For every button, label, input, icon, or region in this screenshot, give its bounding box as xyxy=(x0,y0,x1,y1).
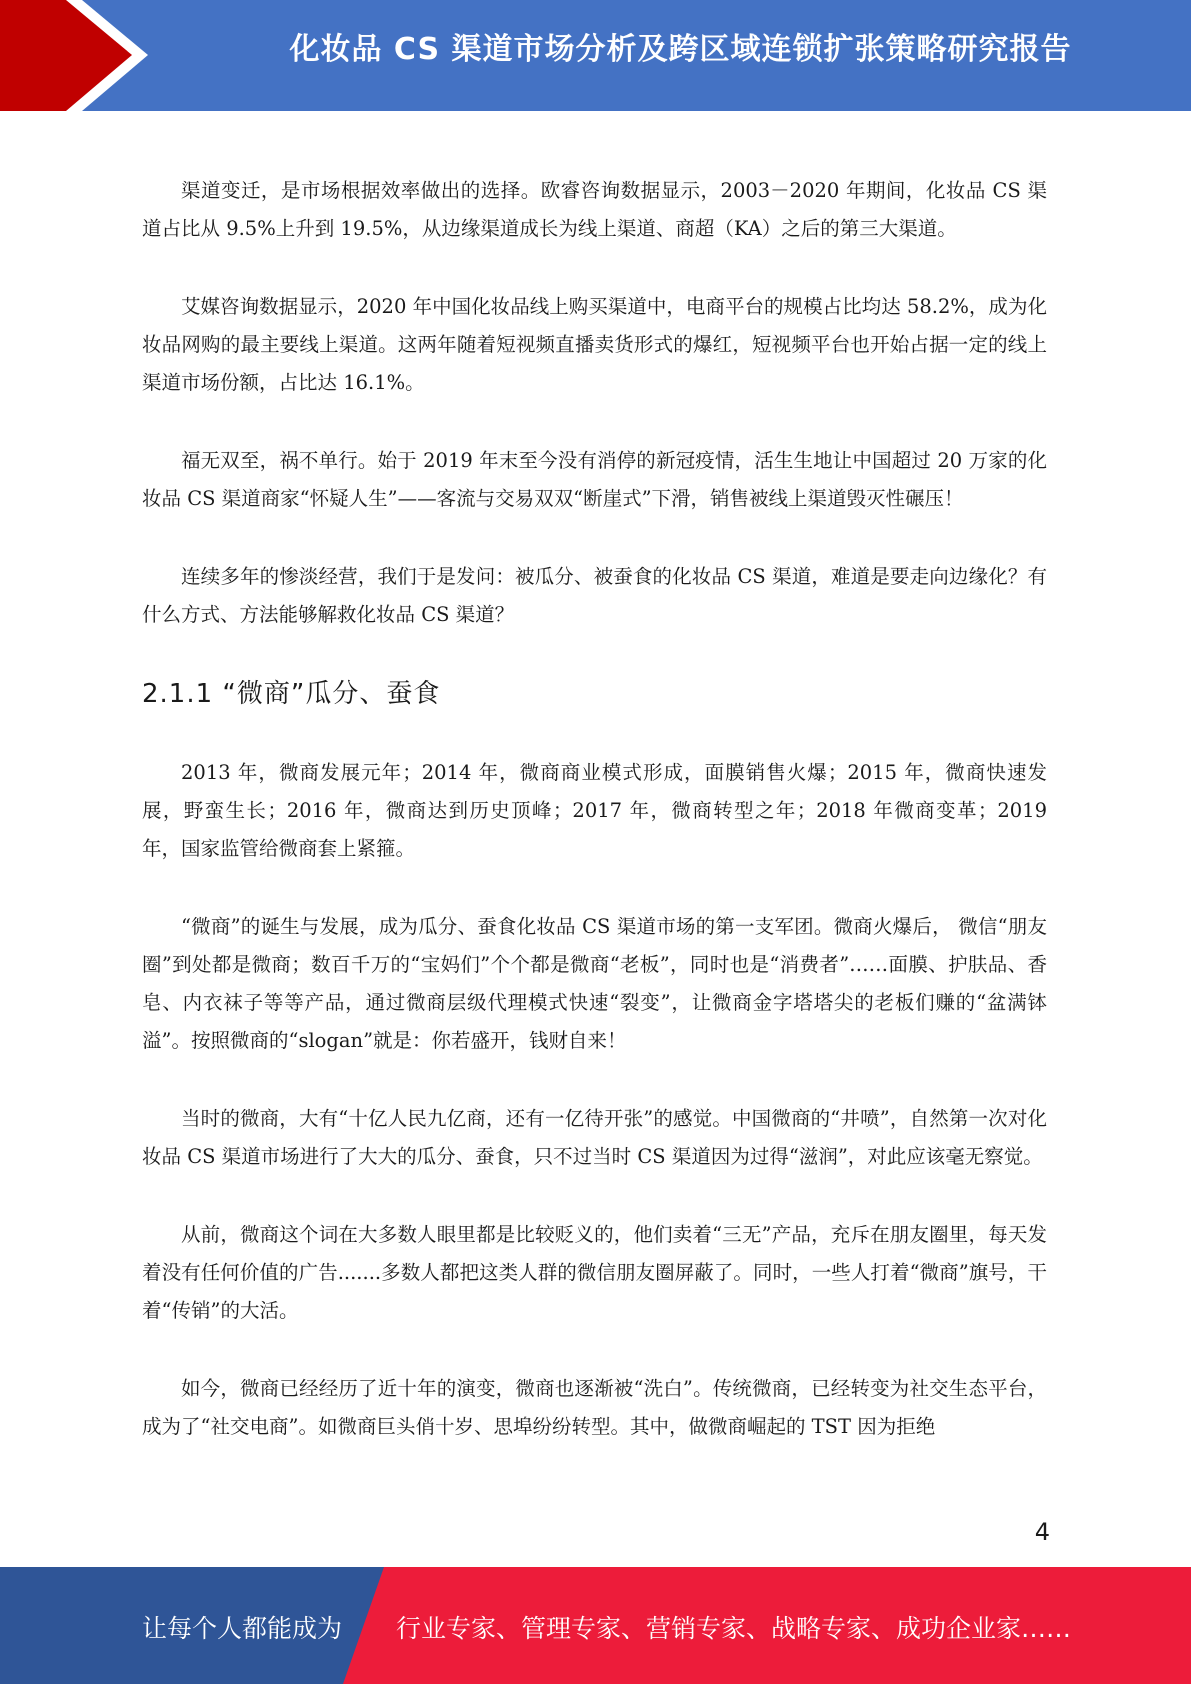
paragraph: “微商”的诞生与发展，成为瓜分、蚕食化妆品 CS 渠道市场的第一支军团。微商火爆后， 微信“朋友圈”到处都是微商；数百千万的“宝妈们”个个都是微商“老板”，同时也是“消费者”……面膜、护肤品、香皂、内衣袜子等等产品，通过微商层级代理模式快速“裂变”，让微商金字塔塔尖的老板们赚的“盆满钵溢”。按照微商的“slogan”就是：你若盛开，钱财自来！ xyxy=(142,915,1047,1052)
page-number: 4 xyxy=(1034,1518,1050,1546)
section-heading: 2.1.1 “微商”瓜分、蚕食 xyxy=(142,679,441,709)
paragraph: 从前，微商这个词在大多数人眼里都是比较贬义的，他们卖着“三无”产品，充斥在朋友圈里，每天发着没有任何价值的广告.......多数人都把这类人群的微信朋友圈屏蔽了。同时，一些人打着“微商”旗号，干着“传销”的大活。 xyxy=(142,1223,1047,1322)
footer-slogan-left: 让每个人都能成为 xyxy=(142,1614,343,1643)
paragraph: 艾媒咨询数据显示，2020 年中国化妆品线上购买渠道中，电商平台的规模占比均达 58.2%，成为化妆品网购的最主要线上渠道。这两年随着短视频直播卖货形式的爆红，短视频平台也开始占据一定的线上渠道市场份额，占比达 16.1%。 xyxy=(142,295,1047,394)
header-banner xyxy=(0,0,1191,111)
paragraph: 连续多年的惨淡经营，我们于是发问：被瓜分、被蚕食的化妆品 CS 渠道，难道是要走向边缘化？有什么方式、方法能够解救化妆品 CS 渠道？ xyxy=(142,565,1047,626)
footer-banner xyxy=(0,1567,1191,1684)
paragraph: 福无双至，祸不单行。始于 2019 年末至今没有消停的新冠疫情，活生生地让中国超过 20 万家的化妆品 CS 渠道商家“怀疑人生”——客流与交易双双“断崖式”下滑，销售被线上渠道毁灭性碾压！ xyxy=(142,449,1047,510)
footer-slogan-right: 行业专家、管理专家、营销专家、战略专家、成功企业家…… xyxy=(396,1614,1072,1643)
report-title: 化妆品 CS 渠道市场分析及跨区域连锁扩张策略研究报告 xyxy=(289,32,1072,67)
paragraph: 渠道变迁，是市场根据效率做出的选择。欧睿咨询数据显示，2003－2020 年期间，化妆品 CS 渠道占比从 9.5%上升到 19.5%，从边缘渠道成长为线上渠道、商超（KA）之后的第三大渠道。 xyxy=(142,179,1047,240)
paragraph: 当时的微商，大有“十亿人民九亿商，还有一亿待开张”的感觉。中国微商的“井喷”，自然第一次对化妆品 CS 渠道市场进行了大大的瓜分、蚕食，只不过当时 CS 渠道因为过得“滋润”，对此应该毫无察觉。 xyxy=(142,1107,1047,1168)
paragraph: 如今，微商已经经历了近十年的演变，微商也逐渐被“洗白”。传统微商，已经转变为社交生态平台，成为了“社交电商”。如微商巨头俏十岁、思埠纷纷转型。其中，做微商崛起的 TST 因为拒绝 xyxy=(142,1377,1047,1438)
document-body xyxy=(142,172,1047,1486)
paragraph: 2013 年，微商发展元年；2014 年，微商商业模式形成，面膜销售火爆；2015 年，微商快速发展，野蛮生长；2016 年，微商达到历史顶峰；2017 年，微商转型之年；2018 年微商变革；2019 年，国家监管给微商套上紧箍。 xyxy=(142,761,1047,860)
